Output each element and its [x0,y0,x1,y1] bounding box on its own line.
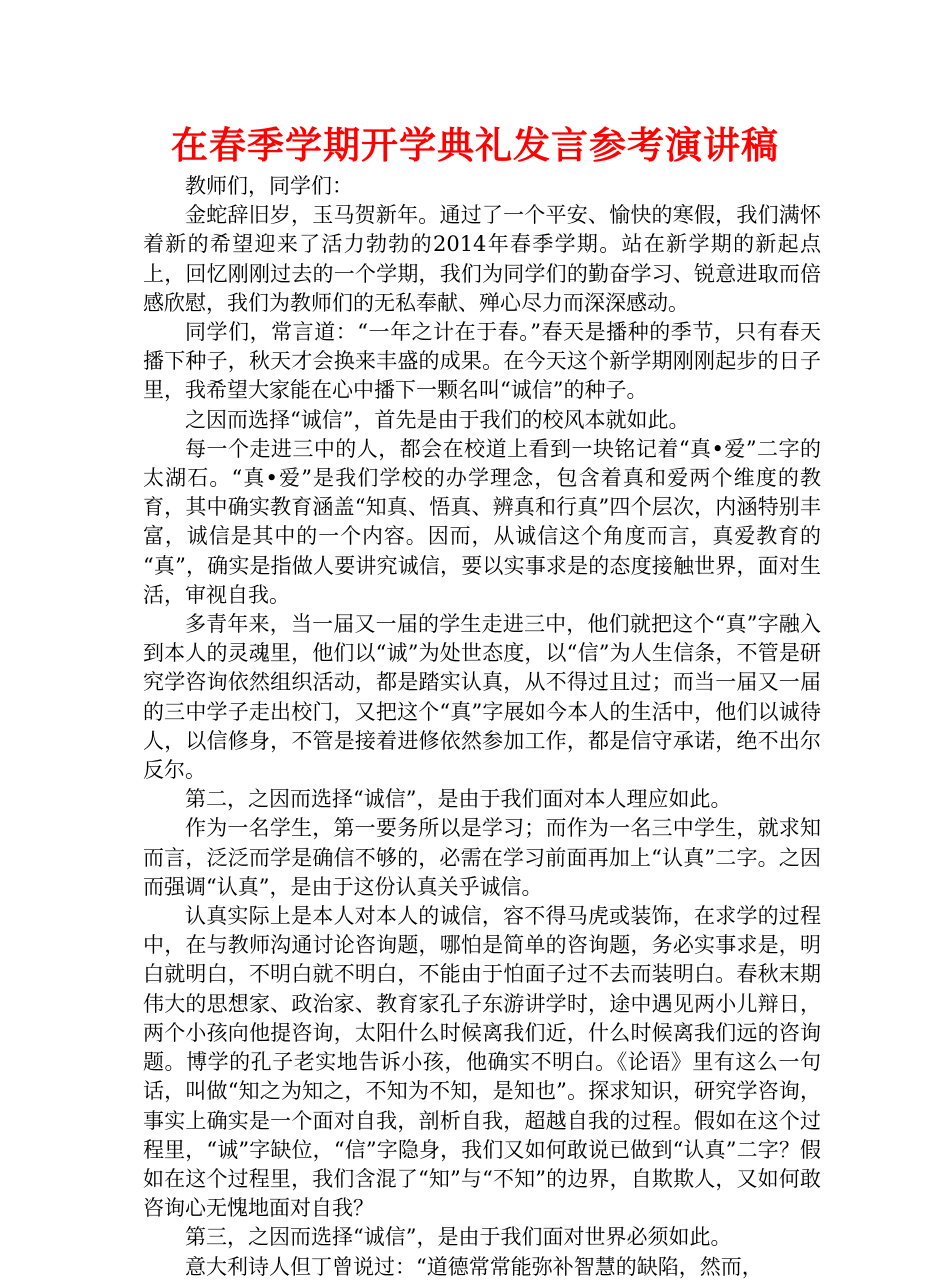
document-body [143,172,821,1282]
paragraph: 作为一名学生，第一要务所以是学习；而作为一名三中学生，就求知而言，泛泛而学是确信不够的，必需在学习前面再加上“认真”二字。之因而强调“认真”，是由于这份认真关乎诚信。 [143,816,821,899]
paragraph: 多青年来，当一届又一届的学生走进三中，他们就把这个“真”字融入到本人的灵魂里，他们以“诚”为处世态度，以“信”为人生信条，不管是研究学咨询依然组织活动，都是踏实认真，从不得过且过；而当一届又一届的三中学子走出校门，又把这个“真”字展如今本人的生活中，他们以诚待人，以信修身，不管是接着进修依然参加工作，都是信守承诺，绝不出尔反尔。 [143,612,821,783]
paragraph: 每一个走进三中的人，都会在校道上看到一块铭记着“真•爱”二字的太湖石。“真•爱”是我们学校的办学理念，包含着真和爱两个维度的教育，其中确实教育涵盖“知真、悟真、辨真和行真”四个层次，内涵特别丰富，诚信是其中的一个内容。因而，从诚信这个角度而言，真爱教育的 “真”，确实是指做人要讲究诚信，要以实事求是的态度接触世界，面对生活，审视自我。 [143,436,821,607]
paragraph: 同学们，常言道：“一年之计在于春。”春天是播种的季节，只有春天播下种子，秋天才会换来丰盛的成果。在今天这个新学期刚刚起步的日子里，我希望大家能在心中播下一颗名叫“诚信”的种子。 [143,320,821,403]
document-title: 在春季学期开学典礼发言参考演讲稿 [171,124,779,167]
paragraph: 之因而选择“诚信”，首先是由于我们的校风本就如此。 [185,407,690,432]
paragraph: 第二，之因而选择“诚信”，是由于我们面对本人理应如此。 [185,787,732,812]
paragraph: 第三，之因而选择“诚信”，是由于我们面对世界必须如此。 [185,1225,732,1250]
paragraph: 金蛇辞旧岁，玉马贺新年。通过了一个平安、愉快的寒假，我们满怀着新的希望迎来了活力勃勃的2014年春季学期。站在新学期的新起点上，回忆刚刚过去的一个学期，我们为同学们的勤奋学习、锐意进取而倍感欣慰，我们为教师们的无私奉献、殚心尽力而深深感动。 [143,203,821,315]
paragraph-greeting: 教师们，同学们： [185,174,353,198]
paragraph: 认真实际上是本人对本人的诚信，容不得马虎或装饰，在求学的过程中，在与教师沟通讨论咨询题，哪怕是简单的咨询题，务必实事求是，明白就明白，不明白就不明白，不能由于怕面子过不去而装明白。春秋末期伟大的思想家、政治家、教育家孔子东游讲学时，途中遇见两小儿辩日，两个小孩向他提咨询，太阳什么时候离我们近，什么时候离我们远的咨询题。博学的孔子老实地告诉小孩，他确实不明白。《论语》里有这么一句话，叫做“知之为知之，不知为不知，是知也”。探求知识，研究学咨询，事实上确实是一个面对自我，剖析自我，超越自我的过程。假如在这个过程里，“诚”字缺位，“信”字隐身，我们又如何敢说已做到“认真”二字？假如在这个过程里，我们含混了“知”与“不知”的边界，自欺欺人，又如何敢咨询心无愧地面对自我？ [143,904,821,1221]
paragraph: 意大利诗人但丁曾说过：“道德常常能弥补智慧的缺陷，然而， [185,1254,763,1279]
